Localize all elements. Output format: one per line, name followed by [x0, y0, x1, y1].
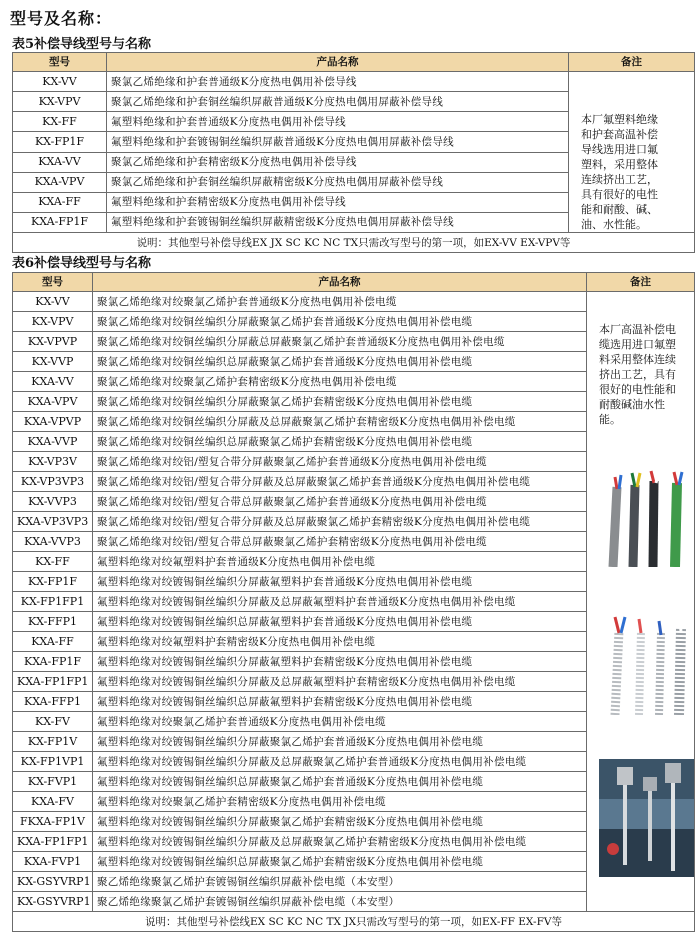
- product-name-cell: 聚氯乙烯绝缘对绞铝/塑复合带总屏蔽聚氯乙烯护套精密级K分度热电偶用补偿电缆: [93, 532, 587, 552]
- product-name-cell: 氟塑料绝缘对绞镀锡铜丝编织分屏蔽及总屏蔽聚氯乙烯护套普通级K分度热电偶用补偿电缆: [93, 752, 587, 772]
- product-name-cell: 聚氯乙烯绝缘对绞铝/塑复合带分屏蔽及总屏蔽聚氯乙烯护套普通级K分度热电偶用补偿电缆: [93, 472, 587, 492]
- model-cell: KX-VV: [13, 72, 107, 92]
- product-name-cell: 氟塑料绝缘对绞镀锡铜丝编织总屏蔽聚氯乙烯护套普通级K分度热电偶用补偿电缆: [93, 772, 587, 792]
- model-cell: KXA-FP1FP1: [13, 672, 93, 692]
- model-cell: KXA-VPV: [13, 172, 107, 192]
- model-cell: KX-FVP1: [13, 772, 93, 792]
- note-line: 和护套高温补偿: [581, 128, 658, 141]
- model-cell: KXA-FVP1: [13, 852, 93, 872]
- note-line: 挤出工艺，具有: [599, 368, 676, 381]
- model-cell: KX-VP3VP3: [13, 472, 93, 492]
- product-name-cell: 氟塑料绝缘对绞氟塑料护套精密级K分度热电偶用补偿电缆: [93, 632, 587, 652]
- model-cell: KX-FP1VP1: [13, 752, 93, 772]
- model-cell: KX-GSYVRP1: [13, 872, 93, 892]
- note-line: 导线选用进口氟: [581, 143, 658, 156]
- col-header-model: 型号: [13, 53, 107, 72]
- table6-header-row: [13, 273, 695, 292]
- model-cell: KXA-VV: [13, 152, 107, 172]
- model-cell: KX-VP3V: [13, 452, 93, 472]
- note-line: 本厂氟塑料绝缘: [581, 113, 658, 126]
- model-cell: KXA-FFP1: [13, 692, 93, 712]
- product-name-cell: 聚氯乙烯绝缘和护套铜丝编织屏蔽普通级K分度热电偶用屏蔽补偿导线: [107, 92, 569, 112]
- model-cell: KX-VPVP: [13, 332, 93, 352]
- product-name-cell: 聚氯乙烯绝缘和护套普通级K分度热电偶用补偿导线: [107, 72, 569, 92]
- model-cell: KX-FF: [13, 552, 93, 572]
- model-cell: KX-VPV: [13, 312, 93, 332]
- model-cell: KX-VV: [13, 292, 93, 312]
- table5: [12, 52, 695, 253]
- product-name-cell: 氟塑料绝缘对绞镀锡铜丝编织分屏蔽氟塑料护套精密级K分度热电偶用补偿电缆: [93, 652, 587, 672]
- model-cell: KXA-VPV: [13, 392, 93, 412]
- product-name-cell: 聚乙烯绝缘聚氯乙烯护套镀锡铜丝编织屏蔽补偿电缆（本安型）: [93, 872, 587, 892]
- product-name-cell: 氟塑料绝缘对绞镀锡铜丝编织分屏蔽及总屏蔽聚氯乙烯护套精密级K分度热电偶用补偿电缆: [93, 832, 587, 852]
- model-cell: KXA-FV: [13, 792, 93, 812]
- product-name-cell: 聚氯乙烯绝缘和护套铜丝编织屏蔽精密级K分度热电偶用屏蔽补偿导线: [107, 172, 569, 192]
- note-cell: [587, 292, 695, 912]
- model-cell: KX-VPV: [13, 92, 107, 112]
- footnote-row: [13, 912, 695, 932]
- product-photos: [599, 467, 686, 877]
- model-cell: KX-FP1F: [13, 572, 93, 592]
- table6: [12, 272, 695, 932]
- footnote: 说明：其他型号补偿线EX SC KC NC TX JX只需改写型号的第一项，如EX-FF EX-FV等: [13, 912, 695, 932]
- col-header-name: 产品名称: [93, 273, 587, 292]
- model-cell: KXA-FP1FP1: [13, 832, 93, 852]
- cable-sample-photo-1-icon: [599, 467, 695, 567]
- product-name-cell: 氟塑料绝缘对绞镀锡铜丝编织分屏蔽聚氯乙烯护套普通级K分度热电偶用补偿电缆: [93, 732, 587, 752]
- footnote-row: [13, 233, 695, 253]
- model-cell: KXA-VV: [13, 372, 93, 392]
- table-row: [13, 292, 695, 312]
- model-cell: KX-FFP1: [13, 612, 93, 632]
- product-name-cell: 氟塑料绝缘对绞氟塑料护套普通级K分度热电偶用补偿电缆: [93, 552, 587, 572]
- product-name-cell: 聚氯乙烯绝缘对绞铜丝编织分屏蔽聚氯乙烯护套普通级K分度热电偶用补偿电缆: [93, 312, 587, 332]
- product-name-cell: 聚氯乙烯绝缘对绞铜丝编织分屏蔽及总屏蔽聚氯乙烯护套精密级K分度热电偶用补偿电缆: [93, 412, 587, 432]
- product-name-cell: 氟塑料绝缘对绞聚氯乙烯护套精密级K分度热电偶用补偿电缆: [93, 792, 587, 812]
- product-name-cell: 氟塑料绝缘和护套镀锡铜丝编织屏蔽普通级K分度热电偶用屏蔽补偿导线: [107, 132, 569, 152]
- product-name-cell: 聚氯乙烯绝缘对绞铜丝编织总屏蔽聚氯乙烯护套精密级K分度热电偶用补偿电缆: [93, 432, 587, 452]
- table6-title: 表6补偿导线型号与名称: [12, 256, 152, 271]
- product-name-cell: 聚氯乙烯绝缘对绞铜丝编织总屏蔽聚氯乙烯护套普通级K分度热电偶用补偿电缆: [93, 352, 587, 372]
- product-name-cell: 聚氯乙烯绝缘和护套精密级K分度热电偶用补偿导线: [107, 152, 569, 172]
- note-line: 油、水性能。: [581, 218, 647, 231]
- product-name-cell: 聚氯乙烯绝缘对绞铜丝编织分屏蔽总屏蔽聚氯乙烯护套普通级K分度热电偶用补偿电缆: [93, 332, 587, 352]
- note-line: 具有很好的电性: [581, 188, 658, 201]
- model-cell: KXA-VP3VP3: [13, 512, 93, 532]
- model-cell: KXA-VVP3: [13, 532, 93, 552]
- col-header-name: 产品名称: [107, 53, 569, 72]
- model-cell: KXA-FP1F: [13, 652, 93, 672]
- table5-title: 表5补偿导线型号与名称: [12, 37, 152, 52]
- model-cell: KX-FP1FP1: [13, 592, 93, 612]
- note-line: 料采用整体连续: [599, 353, 676, 366]
- product-name-cell: 氟塑料绝缘对绞镀锡铜丝编织分屏蔽及总屏蔽氟塑料护套精密级K分度热电偶用补偿电缆: [93, 672, 587, 692]
- model-cell: KX-FV: [13, 712, 93, 732]
- model-cell: KXA-FF: [13, 632, 93, 652]
- col-header-model: 型号: [13, 273, 93, 292]
- product-name-cell: 氟塑料绝缘对绞镀锡铜丝编织分屏蔽聚氯乙烯护套精密级K分度热电偶用补偿电缆: [93, 812, 587, 832]
- model-cell: KX-VVP: [13, 352, 93, 372]
- model-cell: KX-FF: [13, 112, 107, 132]
- model-cell: KX-VVP3: [13, 492, 93, 512]
- product-name-cell: 氟塑料绝缘和护套普通级K分度热电偶用补偿导线: [107, 112, 569, 132]
- model-cell: KX-FP1F: [13, 132, 107, 152]
- product-name-cell: 氟塑料绝缘对绞镀锡铜丝编织总屏蔽氟塑料护套精密级K分度热电偶用补偿电缆: [93, 692, 587, 712]
- model-cell: KX-GSYVRP1: [13, 892, 93, 912]
- product-name-cell: 氟塑料绝缘和护套精密级K分度热电偶用补偿导线: [107, 192, 569, 212]
- product-name-cell: 氟塑料绝缘对绞镀锡铜丝编织分屏蔽氟塑料护套普通级K分度热电偶用补偿电缆: [93, 572, 587, 592]
- table-row: [13, 72, 695, 92]
- product-name-cell: 聚氯乙烯绝缘对绞铝/塑复合带分屏蔽聚氯乙烯护套普通级K分度热电偶用补偿电缆: [93, 452, 587, 472]
- product-name-cell: 聚乙烯绝缘聚氯乙烯护套镀锡铜丝编织屏蔽补偿电缆（本安型）: [93, 892, 587, 912]
- note-line: 能和耐酸、碱、: [581, 203, 658, 216]
- note-line: 缆选用进口氟塑: [599, 338, 676, 351]
- note-line: 耐酸碱油水性能。: [599, 398, 665, 426]
- model-cell: KXA-VVP: [13, 432, 93, 452]
- product-name-cell: 氟塑料绝缘对绞镀锡铜丝编织总屏蔽氟塑料护套普通级K分度热电偶用补偿电缆: [93, 612, 587, 632]
- table5-header-row: [13, 53, 695, 72]
- note-line: 很好的电性能和: [599, 383, 676, 396]
- cable-sample-photo-2-icon: [599, 611, 695, 715]
- product-name-cell: 聚氯乙烯绝缘对绞聚氯乙烯护套精密级K分度热电偶用补偿电缆: [93, 372, 587, 392]
- model-cell: KX-FP1V: [13, 732, 93, 752]
- model-cell: KXA-VPVP: [13, 412, 93, 432]
- product-name-cell: 氟塑料绝缘和护套镀锡铜丝编织屏蔽精密级K分度热电偶用屏蔽补偿导线: [107, 212, 569, 232]
- product-name-cell: 聚氯乙烯绝缘对绞铜丝编织分屏蔽聚氯乙烯护套精密级K分度热电偶用补偿电缆: [93, 392, 587, 412]
- model-cell: KXA-FP1F: [13, 212, 107, 232]
- product-name-cell: 聚氯乙烯绝缘对绞铝/塑复合带分屏蔽及总屏蔽聚氯乙烯护套精密级K分度热电偶用补偿电缆: [93, 512, 587, 532]
- product-name-cell: 氟塑料绝缘对绞镀锡铜丝编织分屏蔽及总屏蔽氟塑料护套普通级K分度热电偶用补偿电缆: [93, 592, 587, 612]
- product-name-cell: 聚氯乙烯绝缘对绞聚氯乙烯护套普通级K分度热电偶用补偿电缆: [93, 292, 587, 312]
- model-cell: KXA-FF: [13, 192, 107, 212]
- col-header-note: 备注: [587, 273, 695, 292]
- product-name-cell: 氟塑料绝缘对绞镀锡铜丝编织总屏蔽聚氯乙烯护套精密级K分度热电偶用补偿电缆: [93, 852, 587, 872]
- page-title: 型号及名称：: [10, 9, 113, 28]
- footnote: 说明：其他型号补偿导线EX JX SC KC NC TX只需改写型号的第一项，如EX-VV EX-VPV等: [13, 233, 695, 253]
- note-cell: [569, 72, 695, 233]
- note-line: 连续挤出工艺，: [581, 173, 658, 186]
- thermocouple-photo-icon: [599, 759, 695, 877]
- col-header-note: 备注: [569, 53, 695, 72]
- note-line: 塑料，采用整体: [581, 158, 658, 171]
- model-cell: FKXA-FP1V: [13, 812, 93, 832]
- note-line: 本厂高温补偿电: [599, 323, 676, 336]
- product-name-cell: 氟塑料绝缘对绞聚氯乙烯护套普通级K分度热电偶用补偿电缆: [93, 712, 587, 732]
- product-name-cell: 聚氯乙烯绝缘对绞铝/塑复合带总屏蔽聚氯乙烯护套普通级K分度热电偶用补偿电缆: [93, 492, 587, 512]
